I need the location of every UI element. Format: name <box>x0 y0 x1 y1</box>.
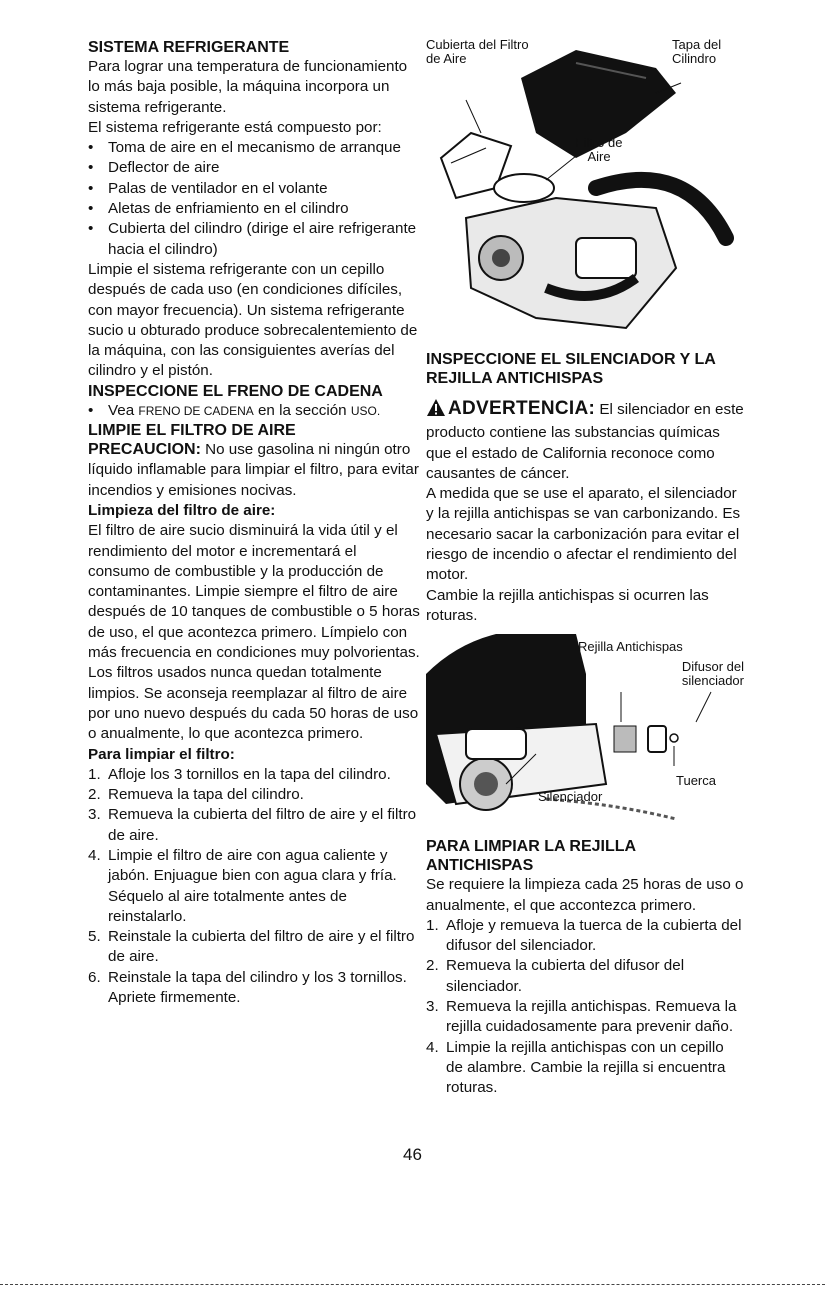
callout-air-filter: Filtro de Aire <box>575 135 623 164</box>
screen-steps <box>426 916 744 1099</box>
cross-reference: USO. <box>350 403 381 418</box>
list-item: 5. Reinstale la cubierta del filtro de aire y el filtro de aire. <box>88 928 415 966</box>
bullet-icon: • <box>88 159 94 177</box>
filter-subheading: Limpieza del filtro de aire: <box>88 501 276 519</box>
muffler-body: A medida que se use el aparato, el silenciador y la rejilla antichispas se van carbonizando. Es necesario sacar la carbonización para evitar el riesgo de incendio o afectar el rendimiento del motor. <box>426 485 741 584</box>
bullet-icon: • <box>88 139 94 157</box>
caution-paragraph: PRECAUCION: No use gasolina ni ningún otro líquido inflamable para limpiar el filtro, para evitar incendios y emisiones nocivas. <box>88 441 419 499</box>
list-item: • Cubierta del cilindro (dirige el aire refrigerante hacia el cilindro) <box>88 220 417 258</box>
muffler-section <box>426 350 744 626</box>
cross-reference: FRENO DE CADENA <box>138 403 254 418</box>
cooling-bullets <box>88 138 420 260</box>
list-item: • Toma de aire en el mecanismo de arranque <box>88 138 420 158</box>
list-item: 4. Limpie el filtro de aire con agua caliente y jabón. Enjuague bien con agua clara y fría. Séquelo al aire totalmente antes de reinstalarlo. <box>88 846 397 925</box>
screen-cleaning-section <box>426 837 744 1098</box>
callout-diffuser: Difusor del silenciador <box>681 659 744 689</box>
bullet-icon: • <box>88 220 94 238</box>
left-column <box>88 38 420 1008</box>
cooling-composed: El sistema refrigerante está compuesto por: <box>88 118 382 136</box>
bullet-icon: • <box>88 179 94 197</box>
list-item: 1. Afloje y remueva la tuerca de la cubierta del difusor del silenciador. <box>426 916 742 955</box>
list-item: 2. Remueva la cubierta del difusor del silenciador. <box>426 957 685 995</box>
brake-heading: INSPECCIONE EL FRENO DE CADENA <box>88 382 383 400</box>
brake-section <box>88 382 420 421</box>
list-item: 1. Afloje los 3 tornillos en la tapa del cilindro. <box>88 765 391 783</box>
cooling-clean-text: Limpie el sistema refrigerante con un cepillo después de cada uso (en condiciones difíciles, con mayor frecuencia). Un sistema refrigerante sucio u obturado produce sobrecalentemiento de la máquina, con las consiguientes averías del cilindro y el pistón. <box>88 260 418 380</box>
spark-arrestor-figure <box>426 634 744 829</box>
list-item: 3. Remueva la cubierta del filtro de aire y el filtro de aire. <box>88 806 417 844</box>
screen-intro: Se requiere la limpieza cada 25 horas de uso o anualmente, el que accontezca primero. <box>426 876 744 914</box>
list-item: 3. Remueva la rejilla antichispas. Remueva la rejilla cuidadosamente para prevenir daño. <box>426 998 737 1036</box>
air-filter-section <box>88 421 420 1008</box>
caution-label: PRECAUCION: <box>88 441 201 459</box>
chainsaw-top-illustration <box>426 38 744 338</box>
list-item: • Palas de ventilador en el volante <box>88 179 420 199</box>
filter-steps <box>88 765 420 1009</box>
list-item: • Vea FRENO DE CADENA en la sección USO. <box>88 401 420 421</box>
callout-spark-screen: Rejilla Antichispas <box>578 639 683 655</box>
page-divider <box>0 1284 825 1285</box>
cooling-intro: Para lograr una temperatura de funcionamiento lo más baja posible, la máquina incorpora un sistema refrigerante. <box>88 58 408 116</box>
warning-paragraph: ADVERTENCIA: El silenciador en este producto contiene las substancias químicas que el estado de California reconoce como causantes de cáncer. <box>426 398 744 482</box>
air-filter-heading: LIMPIE EL FILTRO DE AIRE <box>88 422 296 440</box>
warning-triangle-icon <box>426 398 446 423</box>
cooling-section <box>88 38 420 382</box>
callout-cover-filter: Cubierta del Filtro de Aire <box>426 37 529 66</box>
list-item: 6. Reinstale la tapa del cilindro y los 3 tornillos. Apriete firmemente. <box>88 968 407 1007</box>
list-item: • Aletas de enfriamiento en el cilindro <box>88 199 420 219</box>
filter-body: El filtro de aire sucio disminuirá la vida útil y el rendimiento del motor e incrementará el consumo de combustible y la producción de contaminantes. Limpie siempre el filtro de aire después de 10 tanques de combustible o 5 horas de uso, el que acontezca primero. Límpielo con más frecuencia en condiciones muy polvorientas. Los filtros usados nunca quedan totalmente limpios. Se aconseja reemplazar al filtro de aire por uno nuevo después du cada 50 horas de uso o anualmente, lo que acontezca primero. <box>88 522 420 743</box>
list-item: 2. Remueva la tapa del cilindro. <box>88 786 304 804</box>
air-filter-figure <box>426 38 744 338</box>
list-item: 4. Limpie la rejilla antichispas con un cepillo de alambre. Cambie la rejilla si encuentra roturas. <box>426 1038 726 1097</box>
callout-nut: Tuerca <box>676 773 716 789</box>
list-item: • Deflector de aire <box>88 158 420 178</box>
bullet-icon: • <box>88 200 94 218</box>
screen-heading: PARA LIMPIAR LA REJILLA ANTICHISPAS <box>426 838 636 875</box>
bullet-icon: • <box>88 401 94 419</box>
cooling-heading: SISTEMA REFRIGERANTE <box>88 39 290 56</box>
callout-cylinder-cap: Tapa del Cilindro <box>672 37 722 66</box>
filter-steps-heading: Para limpiar el filtro: <box>88 745 235 763</box>
callout-muffler: Silenciador <box>538 789 603 805</box>
muffler-replace: Cambie la rejilla antichispas si ocurren las roturas. <box>426 586 709 624</box>
warning-label: ADVERTENCIA: <box>448 398 596 419</box>
page-number: 46 <box>403 1145 422 1164</box>
right-column <box>426 38 744 1099</box>
muffler-heading: INSPECCIONE EL SILENCIADOR Y LA REJILLA ANTICHISPAS <box>426 351 716 387</box>
